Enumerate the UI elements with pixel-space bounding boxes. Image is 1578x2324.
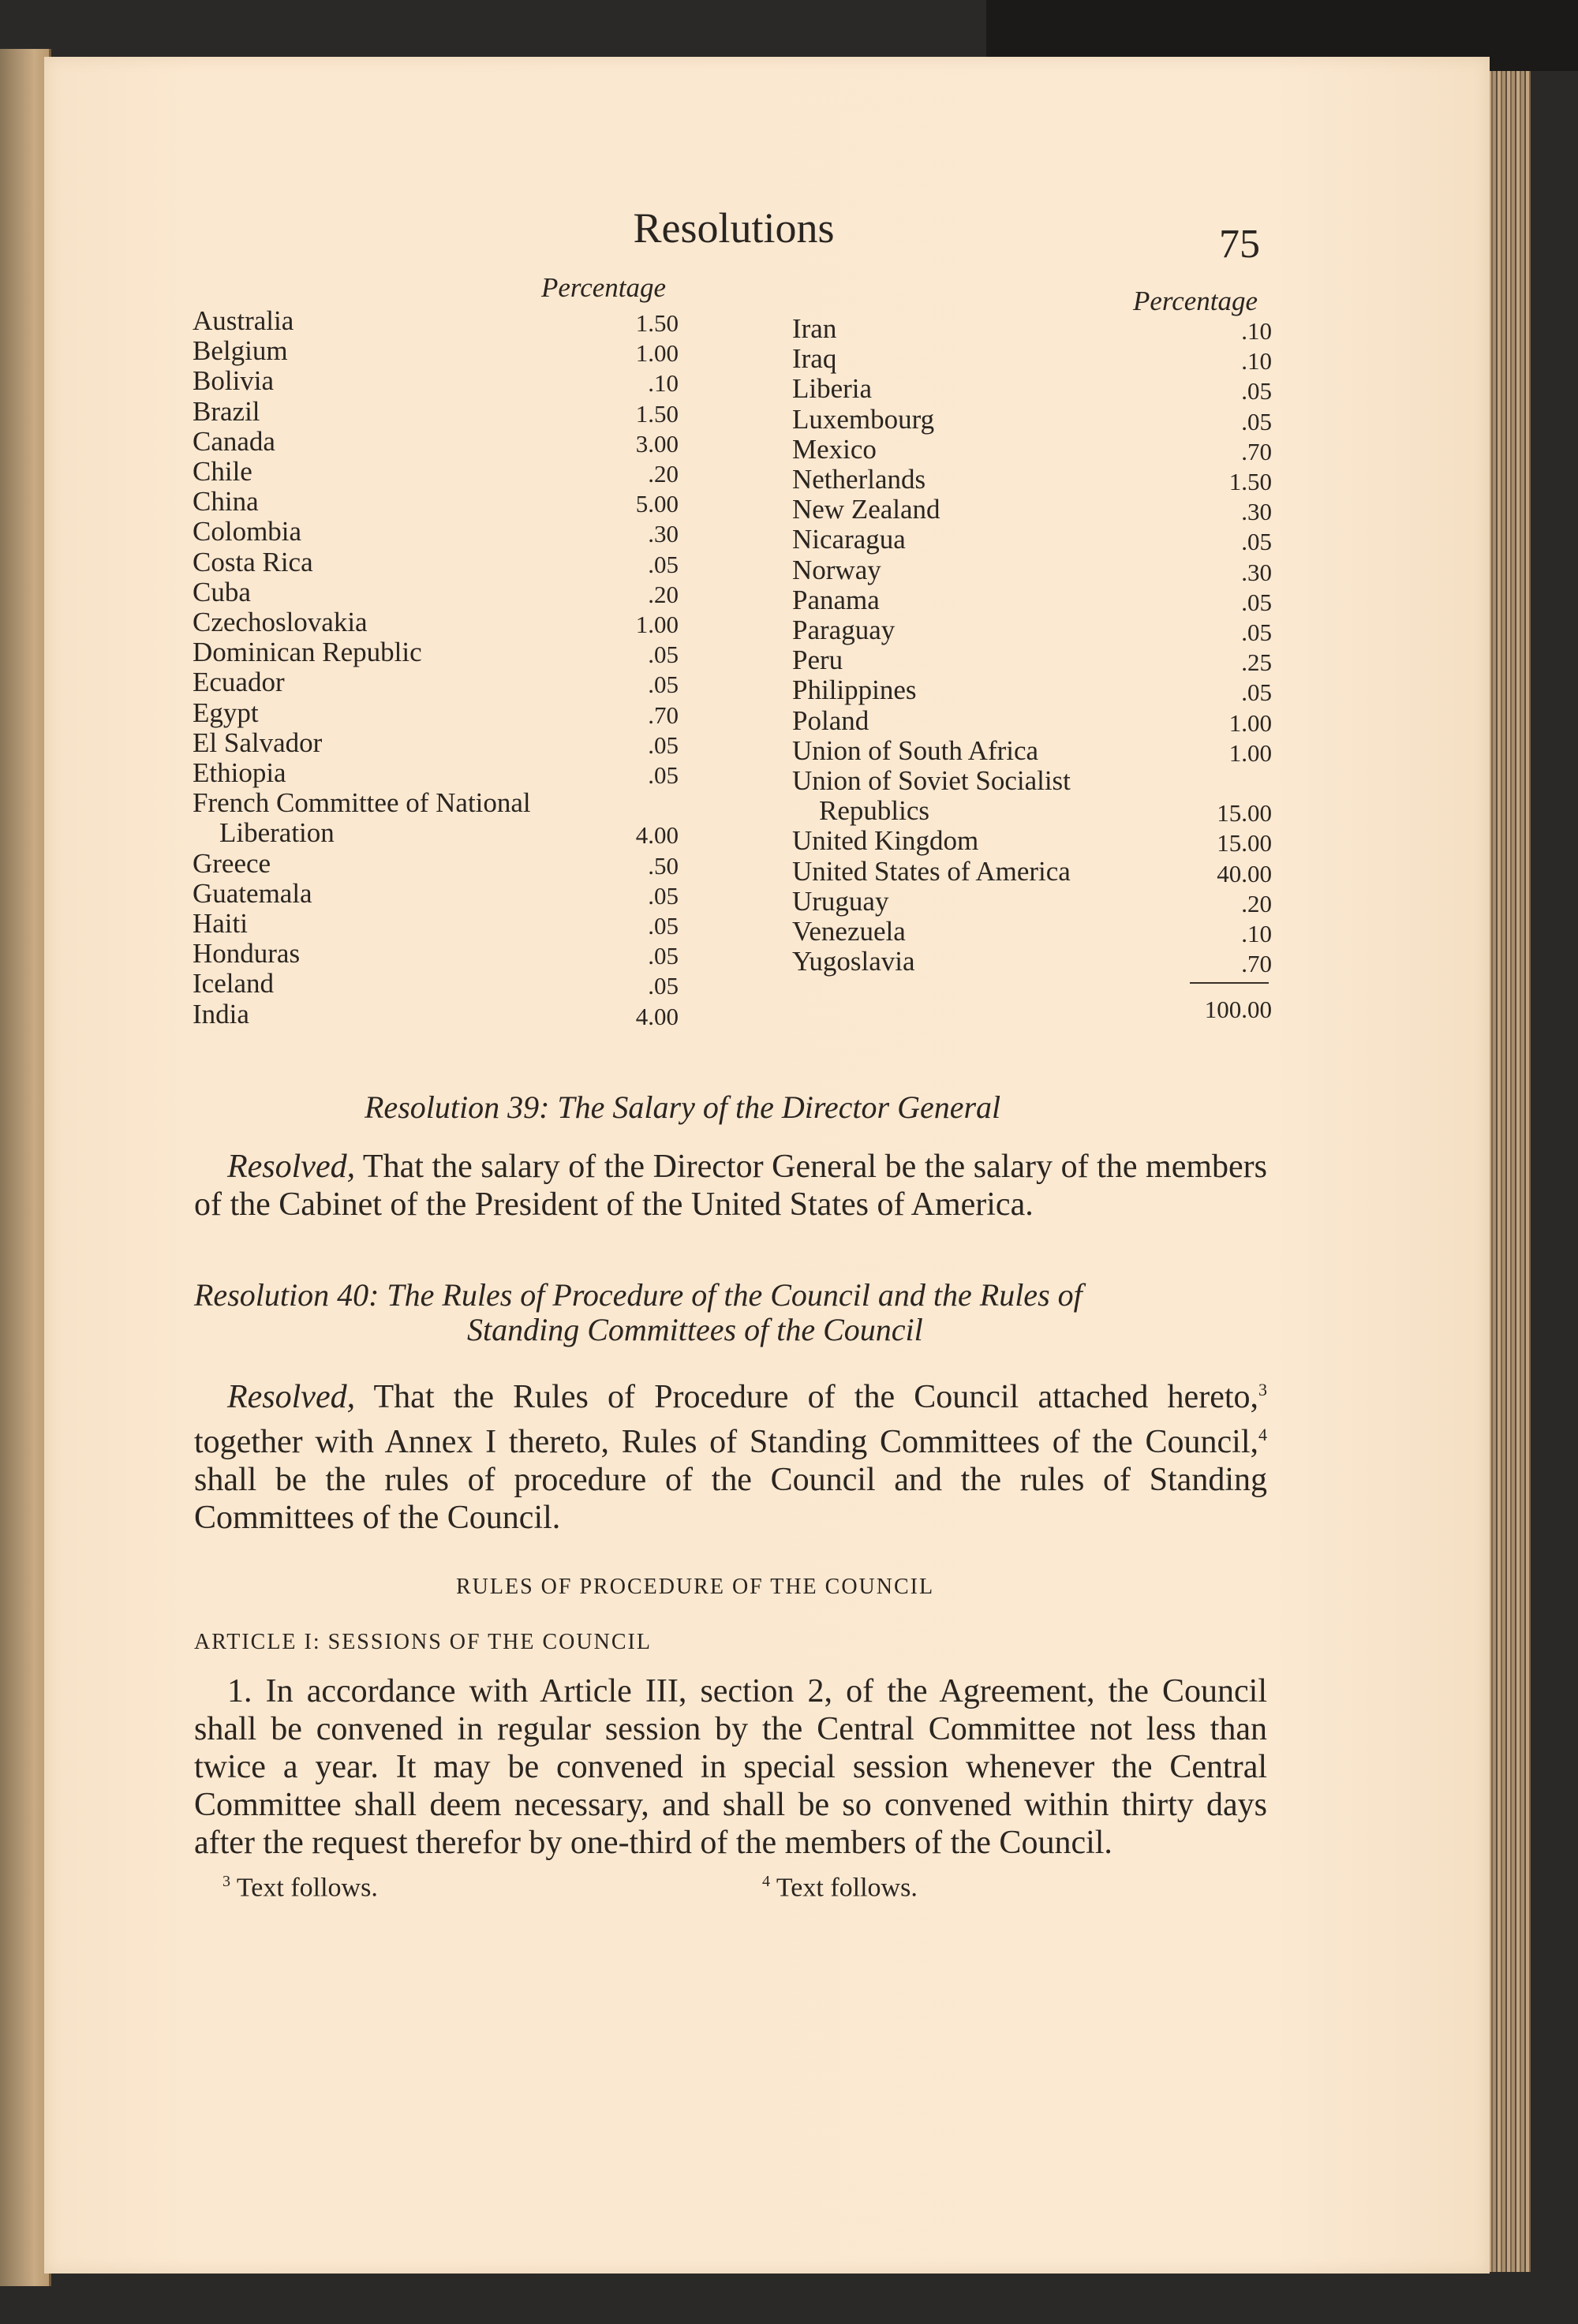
left-percentage-value: 4.00 (635, 1002, 679, 1030)
left-country-name: Greece (193, 847, 271, 879)
right-percentage-value: .05 (1241, 678, 1272, 707)
right-country-name: Panama (792, 584, 880, 615)
footnote-4-mark: 4 (762, 1873, 770, 1890)
right-country-name: Republics (819, 795, 929, 827)
left-country-name: Egypt (193, 697, 259, 728)
left-country-name: Colombia (193, 516, 302, 547)
left-country-name: Honduras (193, 938, 301, 970)
resolution-40-heading-line-1: Resolution 40: The Rules of Procedure of the Council and the Rules of (194, 1277, 1083, 1313)
footnote-ref-3: 3 (1258, 1380, 1267, 1399)
right-percentage-value: .05 (1241, 377, 1272, 405)
total-rule (1190, 982, 1269, 984)
right-country-name: Liberia (792, 373, 873, 405)
right-country-name: Paraguay (792, 615, 896, 645)
left-country-name: Brazil (193, 395, 260, 427)
right-country-name: Mexico (792, 433, 877, 465)
left-country-name: Belgium (193, 335, 288, 367)
footnote-3-mark: 3 (222, 1873, 230, 1890)
left-country-name: Cuba (193, 576, 251, 607)
left-country-name: Chile (193, 456, 252, 487)
resolved-label: Resolved, (227, 1149, 356, 1185)
left-percentage-value: .05 (648, 641, 679, 669)
resolution-40-heading-line-2: Standing Committees of the Council (467, 1312, 923, 1347)
right-country-name: Luxembourg (792, 403, 935, 435)
right-percentage-value: 1.00 (1228, 738, 1272, 767)
left-country-name: Australia (193, 305, 294, 336)
resolution-40-text (194, 1371, 1267, 1537)
footnote-3 (222, 1873, 378, 1903)
right-percentage-value: .70 (1241, 950, 1272, 978)
right-country-name: Norway (792, 554, 881, 585)
right-percentage-header: Percentage (1133, 286, 1258, 316)
right-percentage-value: .10 (1241, 920, 1272, 947)
left-percentage-value: .05 (648, 912, 679, 940)
left-country-name: Liberation (219, 817, 335, 849)
right-percentage-value: .30 (1241, 558, 1272, 586)
left-country-name: Ethiopia (193, 757, 286, 788)
right-percentage-value: 40.00 (1217, 859, 1272, 887)
resolution-40-body-part-3: shall be the rules of procedure of the Council and the rules of Standing Committees of the Council. (194, 1462, 1267, 1536)
left-percentage-value: .05 (648, 942, 679, 970)
left-country-name: Canada (193, 425, 275, 457)
left-percentage-value: .20 (648, 460, 679, 488)
left-percentage-value: .20 (648, 580, 679, 608)
footnote-4-text: Text follows. (770, 1873, 918, 1903)
left-country-name: Iceland (193, 968, 274, 999)
left-percentage-value: .05 (648, 550, 679, 578)
right-percentage-value: 1.50 (1228, 468, 1272, 495)
right-percentage-value: .30 (1241, 498, 1272, 526)
left-country-name: India (193, 998, 249, 1029)
left-percentage-value: .05 (648, 730, 679, 759)
left-percentage-value: .70 (648, 701, 679, 729)
resolution-39-body: That the salary of the Director General be the salary of the members of the Cabinet of the President of the United States of America. (194, 1149, 1267, 1223)
paragraph-text: In accordance with Article III, section 2, of the Agreement, the Council shall be convened in regular session by the Central Committee not less than twice a year. It may be convened in special session whenever the Central Committee shall deem necessary, and shall be so convened within thirty days after the request therefor by one-third of the members of the Council. (194, 1673, 1267, 1861)
left-percentage-value: 4.00 (635, 821, 679, 850)
left-percentage-header: Percentage (541, 272, 667, 303)
right-country-name: Philippines (792, 674, 917, 706)
footnote-4 (762, 1873, 918, 1903)
right-country-name: New Zealand (792, 494, 940, 525)
right-country-name: Iraq (792, 343, 837, 375)
right-percentage-value: .20 (1241, 889, 1272, 917)
right-country-name: Yugoslavia (792, 946, 915, 977)
left-percentage-value: 1.50 (635, 309, 679, 337)
right-percentage-value: .10 (1241, 347, 1272, 376)
left-country-name: Dominican Republic (193, 637, 422, 668)
left-percentage-value: .30 (648, 520, 679, 548)
resolution-39-text (194, 1148, 1267, 1224)
left-country-name: Haiti (193, 908, 248, 939)
left-percentage-value: .05 (648, 881, 679, 910)
left-percentage-value: 1.50 (635, 399, 679, 428)
left-percentage-value: .05 (648, 671, 679, 699)
left-country-name: El Salvador (193, 727, 323, 758)
right-country-name: Union of South Africa (792, 734, 1039, 766)
right-percentage-value: .10 (1241, 317, 1272, 345)
left-country-name: Costa Rica (193, 546, 313, 577)
footnote-3-text: Text follows. (230, 1873, 378, 1903)
left-percentage-value: .05 (648, 972, 679, 1000)
resolution-40-body-part-1: That the Rules of Procedure of the Council attached hereto, (355, 1379, 1258, 1415)
article-1-paragraph (194, 1672, 1267, 1862)
left-percentage-value: 1.00 (635, 339, 679, 368)
right-country-name: Poland (792, 704, 869, 736)
right-percentage-value: .25 (1241, 648, 1272, 677)
right-country-name: Iran (792, 313, 837, 344)
right-country-name: Nicaragua (792, 524, 906, 555)
page-number: 75 (1219, 222, 1260, 267)
left-country-name: French Committee of National (193, 787, 531, 819)
right-country-name: Union of Soviet Socialist (792, 765, 1071, 796)
right-percentage-value: .05 (1241, 528, 1272, 556)
right-country-name: Netherlands (792, 464, 926, 495)
left-percentage-value: .10 (648, 369, 679, 398)
footnote-ref-4: 4 (1258, 1425, 1267, 1444)
resolved-label: Resolved, (227, 1379, 356, 1415)
left-percentage-value: 3.00 (635, 429, 679, 458)
left-percentage-value: .05 (648, 761, 679, 789)
right-country-name: Uruguay (792, 885, 889, 917)
right-country-name: Venezuela (792, 916, 906, 947)
total-value: 100.00 (1204, 996, 1272, 1023)
paragraph-number: 1. (227, 1673, 252, 1709)
left-percentage-value: 1.00 (635, 611, 679, 638)
right-country-name: Peru (792, 645, 843, 676)
running-head: Resolutions (633, 204, 835, 252)
right-percentage-value: 15.00 (1217, 799, 1272, 828)
left-country-name: Guatemala (193, 877, 312, 909)
right-percentage-value: .05 (1241, 588, 1272, 616)
rules-title: RULES OF PROCEDURE OF THE COUNCIL (456, 1575, 935, 1599)
right-percentage-value: .05 (1241, 618, 1272, 646)
left-country-name: Bolivia (193, 365, 275, 397)
right-percentage-value: .05 (1241, 407, 1272, 435)
left-country-name: China (193, 486, 259, 517)
resolution-40-body-part-2: together with Annex I thereto, Rules of Standing Committees of the Council, (194, 1424, 1258, 1460)
right-percentage-value: 15.00 (1217, 829, 1272, 857)
right-country-name: United Kingdom (792, 825, 979, 857)
right-percentage-value: 1.00 (1228, 708, 1272, 737)
left-country-name: Ecuador (193, 667, 285, 698)
right-country-name: United States of America (792, 855, 1071, 887)
article-heading: ARTICLE I: SESSIONS OF THE COUNCIL (194, 1630, 652, 1654)
left-percentage-value: .50 (648, 851, 679, 880)
page-block-edges (1483, 71, 1531, 2272)
right-percentage-value: .70 (1241, 437, 1272, 465)
left-percentage-value: 5.00 (635, 490, 679, 518)
resolution-39-heading: Resolution 39: The Salary of the Director General (365, 1089, 1001, 1125)
left-country-name: Czechoslovakia (193, 607, 368, 637)
